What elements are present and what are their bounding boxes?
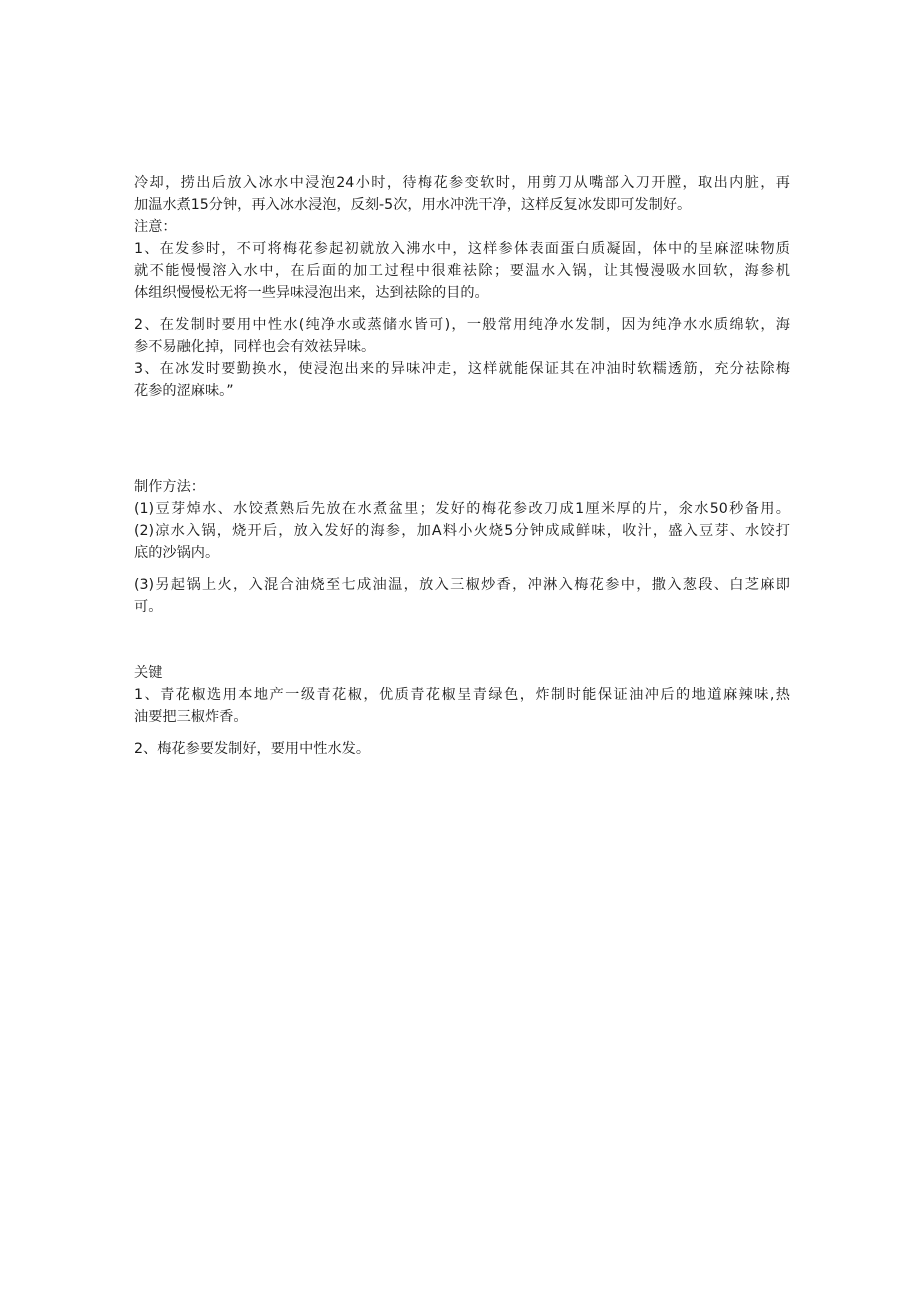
method-section: [134, 476, 790, 618]
text-line: 油要把三椒炸香。: [134, 709, 248, 725]
method-step-3: [134, 574, 790, 618]
method-step-1: [134, 498, 790, 520]
notice-section: [134, 216, 790, 402]
text-line: 2、在发制时要用中性水(纯净水或蒸储水皆可)，一般常用纯净水发制，因为纯净水水质绵软，海: [134, 317, 790, 333]
method-step-2: [134, 520, 790, 564]
key-point-1: [134, 684, 790, 728]
text-line: (1)豆芽焯水、水饺煮熟后先放在水煮盆里；发好的梅花参改刀成1厘米厚的片，氽水50秒备用。: [134, 501, 790, 517]
text-line: 就不能慢慢溶入水中，在后面的加工过程中很难祛除；要温水入锅，让其慢漫吸水回软，海参机: [134, 263, 790, 279]
notice-item-3: [134, 358, 790, 402]
text-line: (3)另起锅上火，入混合油烧至七成油温，放入三椒炒香，冲淋入梅花参中，撒入葱段、白芝麻即: [134, 577, 790, 593]
text-line: 2、梅花参要发制好，要用中性水发。: [134, 741, 371, 757]
notice-heading: 注意：: [134, 219, 177, 235]
key-point-2: [134, 738, 790, 760]
text-line: 底的沙锅内。: [134, 545, 220, 561]
text-line: 1、在发参时，不可将梅花参起初就放入沸水中，这样参体表面蛋白质凝固，体中的呈麻涩味物质: [134, 241, 790, 257]
text-line: (2)凉水入锅，烧开后，放入发好的海参，加A料小火烧5分钟成咸鲜味，收汁，盛入豆芽、水饺打: [134, 523, 790, 539]
text-line: 参不易融化掉，同样也会有效祛异味。: [134, 339, 376, 355]
text-line: 体组织慢慢松无将一些异味浸泡出来，达到祛除的目的。: [134, 285, 489, 301]
text-line: 3、在冰发时要勤换水，使浸泡出来的异味冲走，这样就能保证其在冲油时软糯透筋，充分祛除梅: [134, 361, 790, 377]
method-heading: 制作方法：: [134, 479, 205, 495]
text-line: 可。: [134, 599, 163, 615]
key-section: [134, 662, 790, 760]
text-line: 冷却，捞出后放入冰水中浸泡24小时，待梅花参变软时，用剪刀从嘴部入刀开膛，取出内脏，再: [134, 175, 790, 191]
text-line: 花参的涩麻味。”: [134, 383, 234, 399]
notice-item-2: [134, 314, 790, 358]
text-line: 1、青花椒选用本地产一级青花椒，优质青花椒呈青绿色，炸制时能保证油冲后的地道麻辣味,热: [134, 687, 790, 703]
document-body: [134, 172, 790, 760]
text-line: 加温水煮15分钟，再入冰水浸泡，反刻-5次，用水冲洗干净，这样反复冰发即可发制好。: [134, 197, 692, 213]
intro-paragraph: [134, 172, 790, 216]
notice-item-1: [134, 238, 790, 304]
key-heading: 关键: [134, 665, 163, 681]
